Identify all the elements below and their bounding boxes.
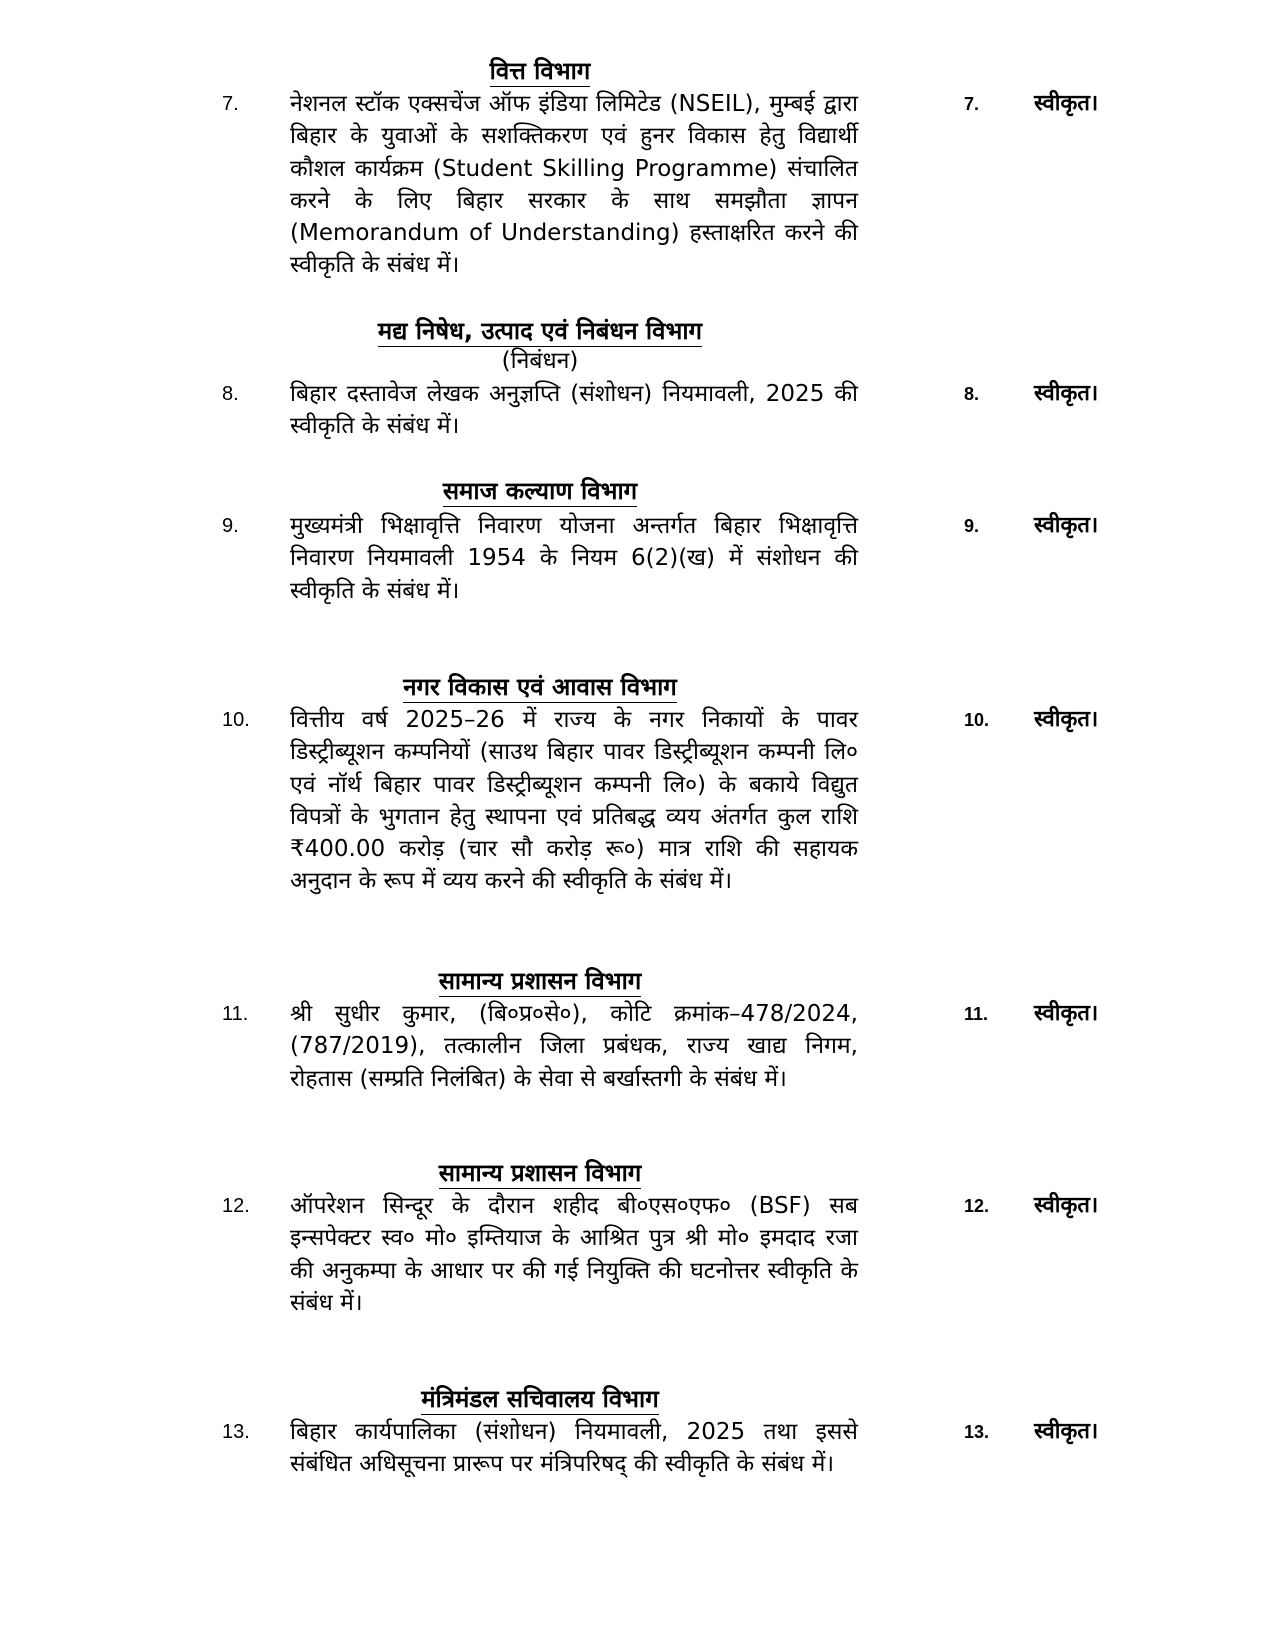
sub-department-heading: (निबंधन): [501, 348, 579, 374]
decision-status: स्वीकृत।: [1034, 1193, 1099, 1218]
item-number: 13.: [222, 1421, 250, 1443]
item-number: 12.: [222, 1195, 250, 1217]
item-number: 8.: [222, 383, 239, 405]
item-number: 11.: [222, 1003, 249, 1025]
item-number: 9.: [222, 515, 239, 537]
item-number: 10.: [222, 709, 250, 731]
decision-number: 8.: [964, 384, 980, 404]
item-text: वित्तीय वर्ष 2025–26 में राज्य के नगर निकायों के पावर डिस्ट्रीब्यूशन कम्पनियों (साउथ बिहार पावर डिस्ट्रीब्यूशन कम्पनी लि० एवं नॉर्थ बिहार पावर डिस्ट्रीब्यूशन कम्पनी लि०) के बकाये विद्युत विपत्रों के भुगतान हेतु स्थापना एवं प्रतिबद्ध व्यय अंतर्गत कुल राशि ₹400.00 करोड़ (चार सौ करोड़ रू०) मात्र राशि की सहायक अनुदान के रूप में व्यय करने की स्वीकृति के संबंध में।: [290, 707, 858, 895]
decision-status: स्वीकृत।: [1034, 513, 1099, 538]
item-text: श्री सुधीर कुमार, (बि०प्र०से०), कोटि क्रमांक–478/2024, (787/2019), तत्कालीन जिला प्रबंधक, राज्य खाद्य निगम, रोहतास (सम्प्रति निलंबित) के सेवा से बर्खास्तगी के संबंध में।: [290, 1001, 858, 1092]
item-text: बिहार कार्यपालिका (संशोधन) नियमावली, 2025 तथा इससे संबंधित अधिसूचना प्रारूप पर मंत्रिपरिषद् की स्वीकृति के संबंध में।: [290, 1419, 858, 1478]
department-heading: मंत्रिमंडल सचिवालय विभाग: [421, 1385, 659, 1413]
item-text: नेशनल स्टॉक एक्सचेंज ऑफ इंडिया लिमिटेड (NSEIL), मुम्बई द्वारा बिहार के युवाओं के सशक्तिकरण एवं हुनर विकास हेतु विद्यार्थी कौशल कार्यक्रम (Student Skilling Programme) संचालित करने के लिए बिहार सरकार के साथ समझौता ज्ञापन (Memorandum of Understanding) हस्ताक्षरित करने की स्वीकृति के संबंध में।: [290, 91, 858, 279]
department-heading: वित्त विभाग: [489, 57, 591, 85]
department-heading: सामान्य प्रशासन विभाग: [438, 967, 642, 995]
decision-status: स्वीकृत।: [1034, 1419, 1099, 1444]
department-heading: समाज कल्याण विभाग: [442, 477, 638, 505]
department-heading: सामान्य प्रशासन विभाग: [438, 1159, 642, 1187]
department-heading: मद्य निषेध, उत्पाद एवं निबंधन विभाग: [377, 317, 703, 345]
decision-number: 12.: [964, 1196, 990, 1216]
department-heading: नगर विकास एवं आवास विभाग: [403, 673, 677, 701]
item-text: मुख्यमंत्री भिक्षावृत्ति निवारण योजना अन्तर्गत बिहार भिक्षावृत्ति निवारण नियमावली 1954 के नियम 6(2)(ख) में संशोधन की स्वीकृति के संबंध में।: [290, 513, 858, 604]
decision-status: स्वीकृत।: [1034, 381, 1099, 406]
decision-status: स्वीकृत।: [1034, 707, 1099, 732]
decision-number: 10.: [964, 710, 990, 730]
decision-number: 11.: [964, 1004, 989, 1024]
item-text: ऑपरेशन सिन्दूर के दौरान शहीद बी०एस०एफ० (BSF) सब इन्सपेक्टर स्व० मो० इम्तियाज के आश्रित पुत्र श्री मो० इमदाद रजा की अनुकम्पा के आधार पर की गई नियुक्ति की घटनोत्तर स्वीकृति के संबंध में।: [290, 1193, 858, 1316]
decision-number: 13.: [964, 1422, 990, 1442]
decision-number: 7.: [964, 94, 980, 114]
decision-status: स्वीकृत।: [1034, 91, 1099, 116]
item-text: बिहार दस्तावेज लेखक अनुज्ञप्ति (संशोधन) नियमावली, 2025 की स्वीकृति के संबंध में।: [290, 381, 858, 440]
item-number: 7.: [222, 93, 239, 115]
decision-status: स्वीकृत।: [1034, 1001, 1099, 1026]
decision-number: 9.: [964, 516, 980, 536]
